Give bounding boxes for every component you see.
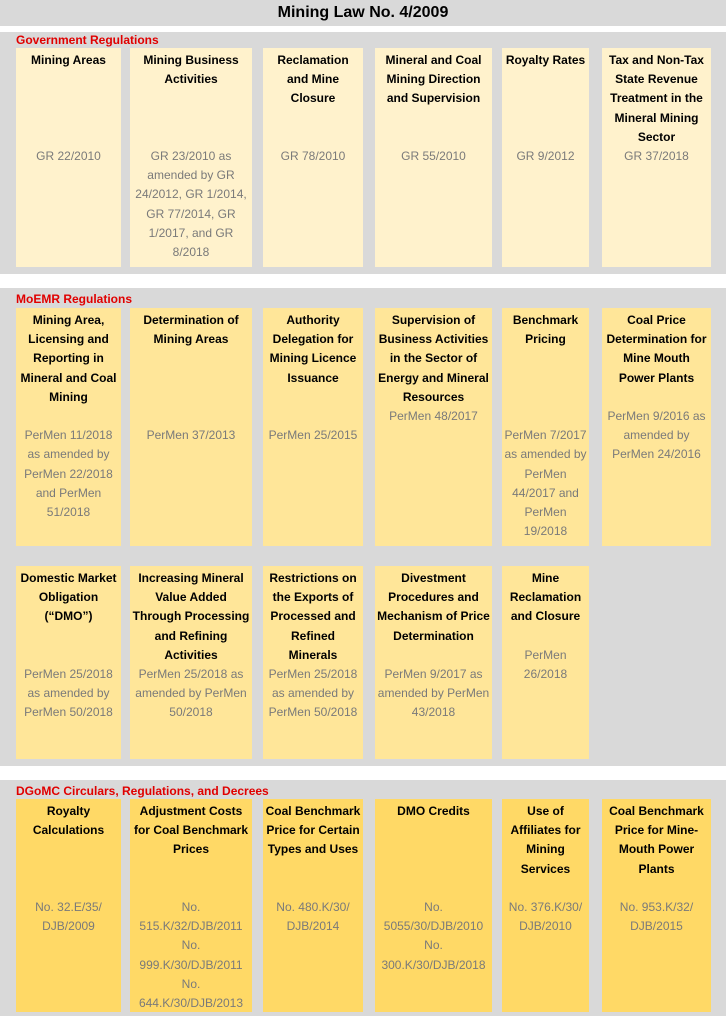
box-mine-reclamation-closure	[502, 566, 589, 759]
box-regulation: PerMen 25/2018 as amended by PerMen 50/2018	[268, 667, 358, 720]
section-dgomc-circulars	[0, 780, 726, 1016]
box-increasing-mineral-value	[130, 566, 252, 759]
box-regulation: PerMen 26/2018	[523, 647, 568, 681]
box-regulation: GR 9/2012	[516, 148, 575, 163]
section-moemr-regulations	[0, 288, 726, 766]
box-regulation: GR 23/2010 as amended by GR 24/2012, GR 1/2014, GR 77/2014, GR 1/2017, and GR 8/2018	[135, 148, 247, 259]
box-regulation: No. 376.K/30/ DJB/2010	[508, 900, 583, 934]
box-royalty-rates	[502, 48, 589, 267]
box-name: Reclamation and Mine Closure	[277, 53, 349, 106]
box-regulation: PerMen 25/2018 as amended by PerMen 50/2018	[135, 667, 247, 720]
box-domestic-market-obligation	[16, 566, 121, 759]
box-name: Mining Business Activities	[143, 53, 239, 87]
box-authority-delegation	[263, 308, 363, 546]
box-regulation: No. 953.K/32/ DJB/2015	[619, 900, 694, 934]
box-regulation: GR 37/2018	[624, 149, 689, 164]
box-regulation: GR 55/2010	[401, 148, 466, 163]
section-title: MoEMR Regulations	[16, 292, 132, 306]
box-coal-benchmark-mine-mouth	[602, 799, 711, 1012]
box-regulation: PerMen 9/2016 as amended by PerMen 24/2016	[607, 409, 706, 462]
box-name: Domestic Market Obligation (“DMO”)	[20, 571, 117, 624]
box-divestment-procedures	[375, 566, 492, 759]
box-mining-area-licensing	[16, 308, 121, 546]
box-reclamation-mine-closure	[263, 48, 363, 267]
section-title: DGoMC Circulars, Regulations, and Decrees	[16, 784, 269, 798]
box-tax-state-revenue	[602, 48, 711, 267]
box-mining-business-activities	[130, 48, 252, 267]
box-name: Determination of Mining Areas	[143, 313, 239, 347]
box-regulation: PerMen 25/2018 as amended by PerMen 50/2018	[24, 666, 113, 720]
box-regulation: PerMen 48/2017	[389, 409, 478, 424]
box-name: Increasing Mineral Value Added Through Processing and Refining Activities	[132, 571, 250, 662]
box-regulation: PerMen 11/2018 as amended by PerMen 22/2018 and PerMen 51/2018	[24, 428, 113, 520]
box-name: Use of Affiliates for Mining Services	[510, 804, 581, 876]
box-name: Supervision of Business Activities in the Sector of Energy and Mineral Resources	[378, 313, 489, 404]
box-name: DMO Credits	[397, 804, 470, 818]
box-name: Mining Areas	[31, 53, 106, 67]
box-regulation: PerMen 37/2013	[146, 428, 236, 443]
diagram-title: Mining Law No. 4/2009	[277, 4, 449, 21]
box-name: Coal Benchmark Price for Certain Types and Uses	[265, 804, 361, 857]
box-regulation: No. 515.K/32/DJB/2011 No. 999.K/30/DJB/2011 No. 644.K/30/DJB/2013	[138, 899, 244, 1010]
box-supervision-business-activities	[375, 308, 492, 546]
box-royalty-calculations	[16, 799, 121, 1012]
box-coal-price-mine-mouth	[602, 308, 711, 546]
box-regulation: No. 480.K/30/ DJB/2014	[276, 899, 350, 934]
box-regulation: No. 32.E/35/ DJB/2009	[35, 899, 102, 934]
box-use-of-affiliates	[502, 799, 589, 1012]
box-name: Royalty Rates	[505, 53, 586, 67]
box-adjustment-costs	[130, 799, 252, 1012]
box-mining-areas	[16, 48, 121, 267]
box-name: Mine Reclamation and Closure	[509, 571, 582, 624]
box-name: Coal Benchmark Price for Mine-Mouth Power Plants	[609, 804, 704, 876]
box-determination-mining-areas	[130, 308, 252, 546]
box-regulation: GR 78/2010	[280, 148, 346, 163]
section-government-regulations	[0, 32, 726, 274]
box-name: Divestment Procedures and Mechanism of Price Determination	[377, 571, 490, 643]
box-name: Royalty Calculations	[32, 804, 105, 838]
box-dmo-credits	[375, 799, 492, 1012]
box-name: Coal Price Determination for Mine Mouth Power Plants	[606, 313, 707, 385]
box-name: Authority Delegation for Mining Licence Issuance	[269, 313, 357, 385]
box-name: Restrictions on the Exports of Processed and Refined Minerals	[269, 571, 357, 662]
box-regulation: No. 5055/30/DJB/2010 No. 300.K/30/DJB/2018	[381, 899, 486, 972]
section-title: Government Regulations	[16, 33, 159, 47]
box-regulation: GR 22/2010	[36, 148, 101, 163]
box-name: Mining Area, Licensing and Reporting in Mineral and Coal Mining	[20, 313, 117, 404]
box-regulation: PerMen 7/2017 as amended by PerMen 44/2017 and PerMen 19/2018	[504, 428, 587, 539]
box-mining-direction-supervision	[375, 48, 492, 267]
box-name: Benchmark Pricing	[512, 313, 579, 347]
box-name: Tax and Non-Tax State Revenue Treatment in the Mineral Mining Sector	[609, 53, 704, 144]
box-benchmark-pricing	[502, 308, 589, 546]
box-regulation: PerMen 25/2015	[268, 428, 358, 443]
box-coal-benchmark-certain-types	[263, 799, 363, 1012]
box-export-restrictions	[263, 566, 363, 759]
diagram-title-bar	[0, 0, 726, 26]
box-name: Mineral and Coal Mining Direction and Supervision	[385, 53, 482, 106]
box-name: Adjustment Costs for Coal Benchmark Prices	[133, 804, 249, 857]
box-regulation: PerMen 9/2017 as amended by PerMen 43/2018	[377, 667, 490, 720]
